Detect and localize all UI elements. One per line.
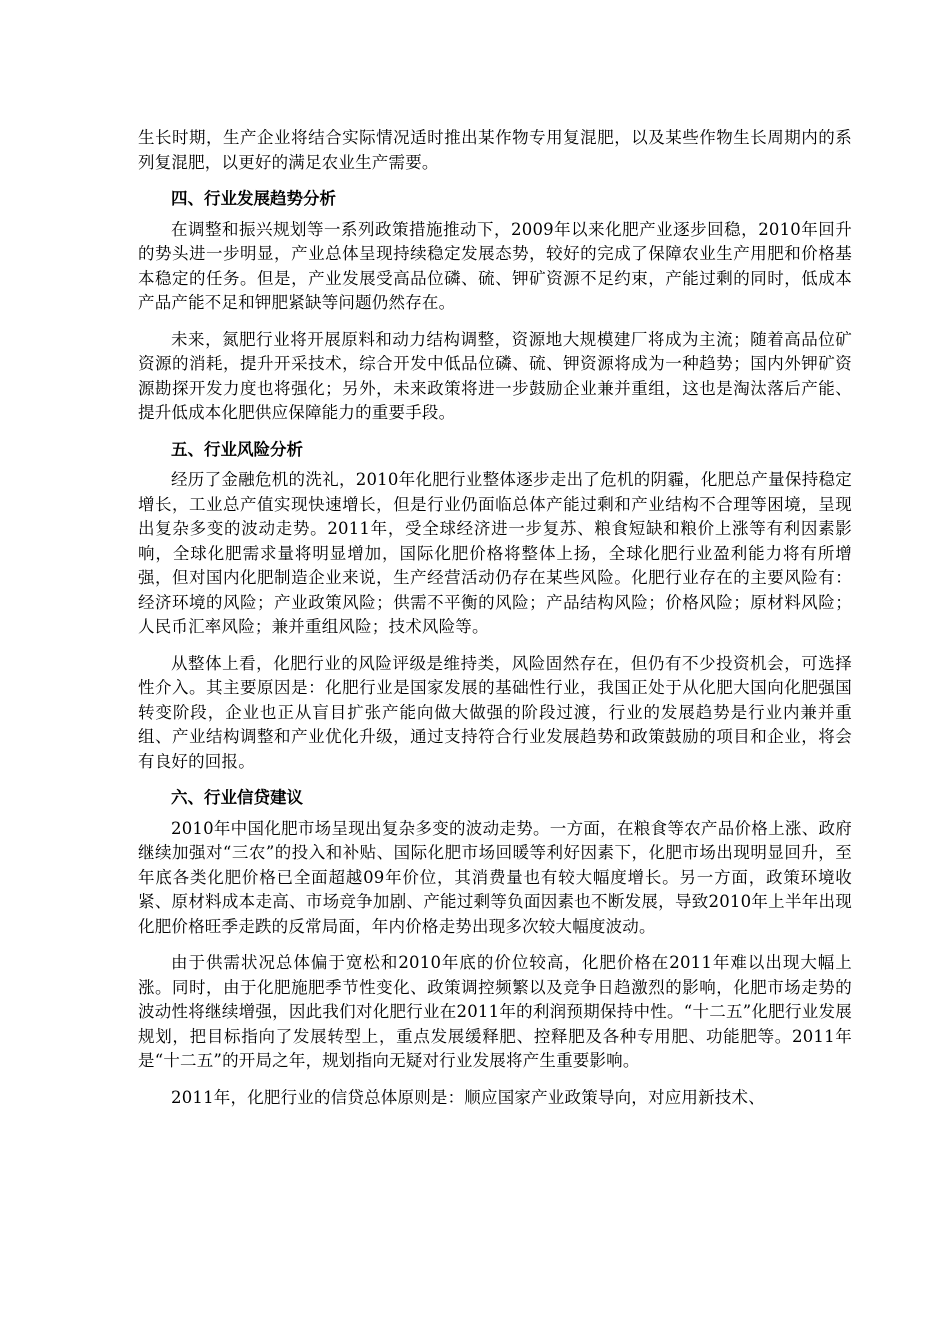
section-heading-credit: 六、行业信贷建议 [171,788,303,807]
paragraph: 经历了金融危机的洗礼，2010年化肥行业整体逐步走出了危机的阴霾，化肥总产量保持稳定增长，工业总产值实现快速增长，但是行业仍面临总体产能过剩和产业结构不合理等困境，呈现出复杂多变的波动走势。2011年，受全球经济进一步复苏、粮食短缺和粮价上涨等有利因素影响，全球化肥需求量将明显增加，国际化肥价格将整体上扬，全球化肥行业盈利能力将有所增强，但对国内化肥制造企业来说，生产经营活动仍存在某些风险。化肥行业存在的主要风险有：经济环境的风险；产业政策风险；供需不平衡的风险；产品结构风险；价格风险；原材料风险；人民币汇率风险；兼并重组风险；技术风险等。 [138,470,852,636]
document-page [138,126,852,1122]
continuation-paragraph: 生长时期，生产企业将结合实际情况适时推出某作物专用复混肥，以及某些作物生长周期内的系列复混肥，以更好的满足农业生产需要。 [138,128,852,172]
paragraph: 2011年，化肥行业的信贷总体原则是：顺应国家产业政策导向，对应用新技术、 [171,1087,765,1107]
paragraph: 由于供需状况总体偏于宽松和2010年底的价位较高，化肥价格在2011年难以出现大幅上涨。同时，由于化肥施肥季节性变化、政策调控频繁以及竞争日趋激烈的影响，化肥市场走势的波动性将继续增强，因此我们对化肥行业在2011年的利润预期保持中性。“十二五”化肥行业发展规划，把目标指向了发展转型上，重点发展缓释肥、控释肥及各种专用肥、功能肥等。2011年是“十二五”的开局之年，规划指向无疑对行业发展将产生重要影响。 [138,953,852,1070]
paragraph: 2010年中国化肥市场呈现出复杂多变的波动走势。一方面，在粮食等农产品价格上涨、政府继续加强对“三农”的投入和补贴、国际化肥市场回暖等利好因素下，化肥市场出现明显回升，至年底各类化肥价格已全面超越09年价位，其消费量也有较大幅度增长。另一方面，政策环境收紧、原材料成本走高、市场竞争加剧、产能过剩等负面因素也不断发展，导致2010年上半年出现化肥价格旺季走跌的反常局面，年内价格走势出现多次较大幅度波动。 [138,818,852,936]
section-heading-risk: 五、行业风险分析 [171,439,303,459]
paragraph: 在调整和振兴规划等一系列政策措施推动下，2009年以来化肥产业逐步回稳，2010年回升的势头进一步明显，产业总体呈现持续稳定发展态势，较好的完成了保障农业生产用肥和价格基本稳定的任务。但是，产业发展受高品位磷、硫、钾矿资源不足约束，产能过剩的同时，低成本产品产能不足和钾肥紧缺等问题仍然存在。 [138,219,852,312]
paragraph: 从整体上看，化肥行业的风险评级是维持类，风险固然存在，但仍有不少投资机会，可选择性介入。其主要原因是：化肥行业是国家发展的基础性行业，我国正处于从化肥大国向化肥强国转变阶段，企业也正从盲目扩张产能向做大做强的阶段过渡，行业的发展趋势是行业内兼并重组、产业结构调整和产业优化升级，通过支持符合行业发展趋势和政策鼓励的项目和企业，将会有良好的回报。 [138,653,852,771]
section-heading-trend: 四、行业发展趋势分析 [171,189,336,208]
paragraph: 未来，氮肥行业将开展原料和动力结构调整，资源地大规模建厂将成为主流；随着高品位矿资源的消耗，提升开采技术，综合开发中低品位磷、硫、钾资源将成为一种趋势；国内外钾矿资源勘探开发力度也将强化；另外，未来政策将进一步鼓励企业兼并重组，这也是淘汰落后产能、提升低成本化肥供应保障能力的重要手段。 [138,329,852,422]
